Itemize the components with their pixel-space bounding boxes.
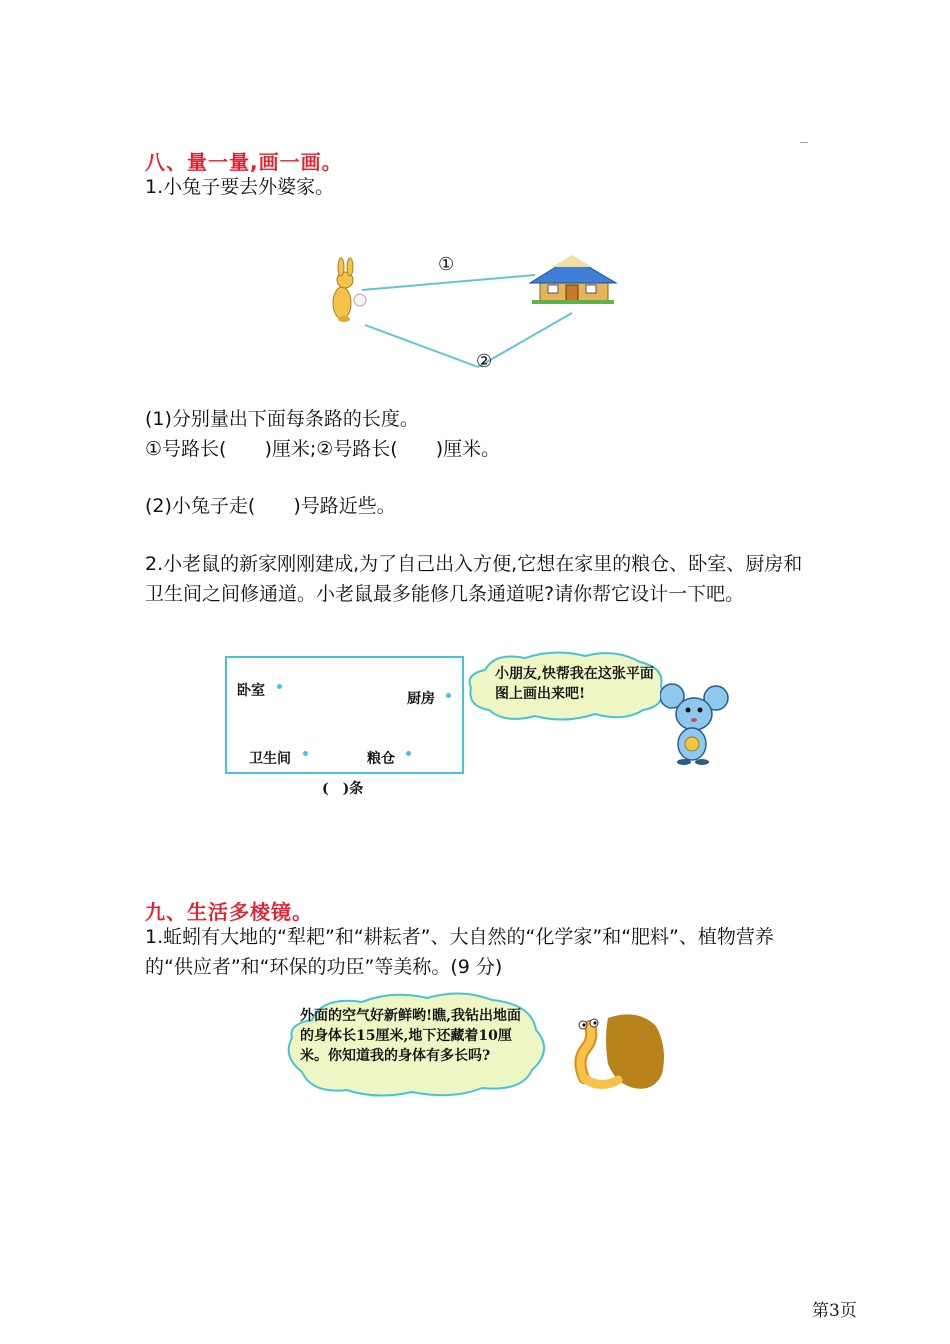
mouse-icon	[660, 682, 730, 767]
bedroom-point	[277, 684, 282, 689]
section8-heading: 八、量一量,画一画。	[145, 150, 343, 174]
route2-label: ②	[476, 351, 493, 372]
floor-plan	[225, 656, 464, 774]
q1-sub1-answer: ①号路长( )厘米;②号路长( )厘米。	[145, 438, 501, 460]
section9-q1-text: 1.蚯蚓有大地的“犁耙”和“耕耘者”、大自然的“化学家”和“肥料”、植物营养的“供应者”和“环保的功臣”等美称。(9 分)	[145, 926, 774, 978]
passage-count-answer: ( )条	[322, 781, 364, 797]
granary-point	[406, 751, 411, 756]
route2-line-a	[365, 325, 478, 367]
route-figure	[320, 245, 620, 380]
bathroom-point	[303, 751, 308, 756]
route1-label: ①	[438, 254, 455, 275]
kitchen-point	[446, 693, 451, 698]
route1-line	[362, 275, 535, 290]
worm-bubble-text: 外面的空气好新鲜哟!瞧,我钻出地面的身体长15厘米,地下还藏着10厘米。你知道我的身体有多长吗?	[300, 1008, 522, 1064]
mouse-bubble-text: 小朋友,快帮我在这张平面图上画出来吧!	[495, 666, 654, 702]
decorative-mark	[800, 142, 808, 143]
house-icon	[530, 255, 616, 304]
q1-sub1: (1)分别量出下面每条路的长度。	[145, 408, 419, 430]
room-kitchen: 厨房	[407, 691, 435, 707]
room-bathroom: 卫生间	[249, 751, 291, 767]
q1-sub2: (2)小兔子走( )号路近些。	[145, 495, 396, 517]
room-bedroom: 卧室	[237, 683, 265, 699]
earthworm-icon	[568, 1008, 670, 1093]
rabbit-icon	[333, 258, 366, 322]
room-granary: 粮仓	[367, 751, 395, 767]
page-number: 第3页	[812, 1301, 857, 1321]
q1-title: 1.小兔子要去外婆家。	[145, 176, 335, 198]
section9-heading: 九、生活多棱镜。	[145, 900, 313, 924]
q2-text: 2.小老鼠的新家刚刚建成,为了自己出入方便,它想在家里的粮仓、卧室、厨房和卫生间之间修通道。小老鼠最多能修几条通道呢?请你帮它设计一下吧。	[145, 553, 803, 605]
